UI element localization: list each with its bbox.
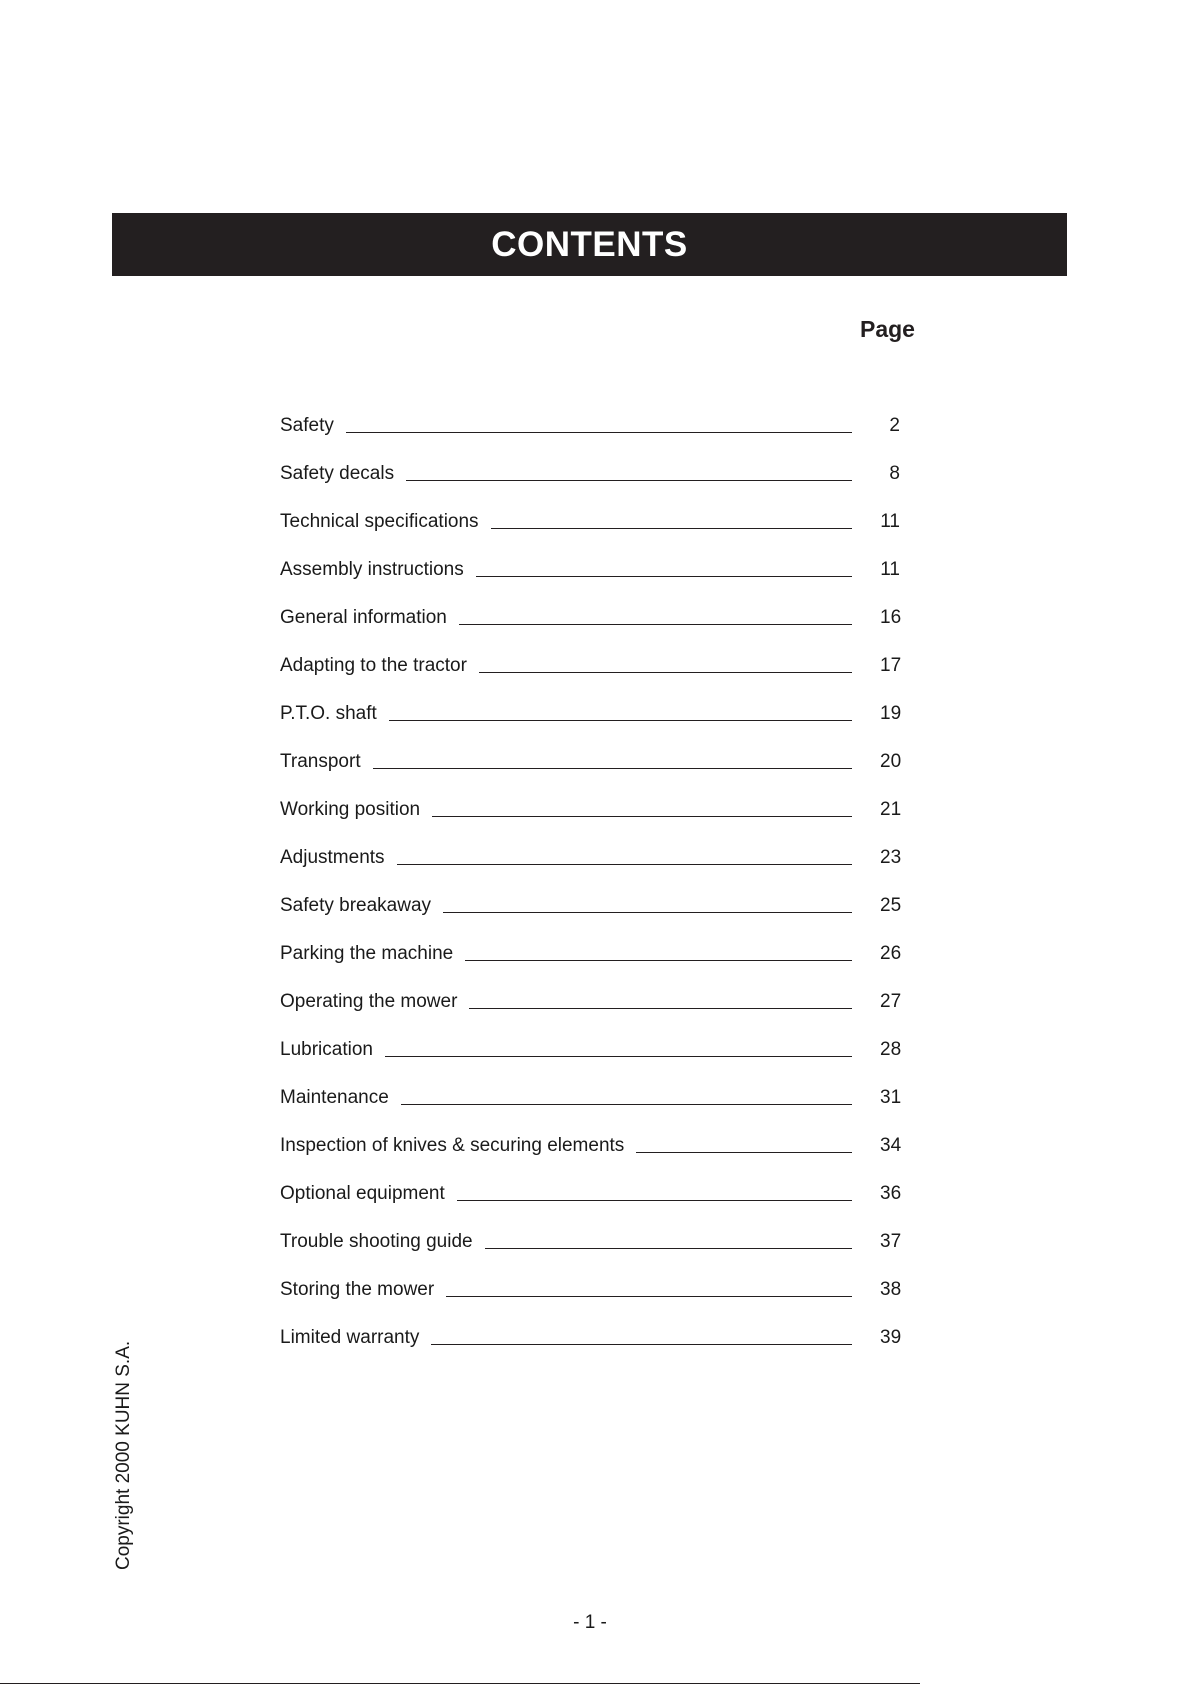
- bottom-rule: [0, 1683, 920, 1684]
- toc-entry-page: 34: [880, 1135, 902, 1156]
- toc-entry-label: Working position: [280, 799, 421, 820]
- toc-entry[interactable]: [280, 966, 900, 1014]
- toc-entry[interactable]: [280, 630, 900, 678]
- toc-entry-page: 27: [880, 991, 902, 1012]
- toc-leader-line: [346, 432, 852, 433]
- toc-leader-line: [397, 864, 852, 865]
- page-title: CONTENTS: [491, 224, 688, 264]
- toc-entry-page: 39: [880, 1327, 902, 1348]
- toc-entry-page: 31: [880, 1087, 902, 1108]
- toc-entry-label: Transport: [280, 751, 361, 772]
- page-number: - 1 -: [573, 1612, 607, 1633]
- toc-entry-page: 21: [880, 799, 902, 820]
- toc-entry-label: Trouble shooting guide: [280, 1231, 473, 1252]
- table-of-contents: [280, 390, 900, 1350]
- toc-entry-page: 28: [880, 1039, 902, 1060]
- toc-leader-line: [485, 1248, 852, 1249]
- toc-entry-label: Operating the mower: [280, 991, 458, 1012]
- toc-entry[interactable]: [280, 1062, 900, 1110]
- toc-entry-page: 26: [880, 943, 902, 964]
- toc-entry-page: 37: [880, 1231, 902, 1252]
- toc-entry-label: Safety: [280, 415, 334, 436]
- page-column-header: Page: [860, 316, 915, 342]
- toc-entry[interactable]: [280, 390, 900, 438]
- toc-entry-label: Lubrication: [280, 1039, 373, 1060]
- toc-leader-line: [443, 912, 852, 913]
- toc-entry-label: P.T.O. shaft: [280, 703, 377, 724]
- toc-entry[interactable]: [280, 870, 900, 918]
- toc-entry[interactable]: [280, 1254, 900, 1302]
- toc-entry[interactable]: [280, 1206, 900, 1254]
- toc-entry[interactable]: [280, 1158, 900, 1206]
- copyright-notice: Copyright 2000 KUHN S.A.: [113, 1340, 134, 1570]
- toc-leader-line: [373, 768, 852, 769]
- toc-entry-page: 2: [889, 415, 900, 436]
- toc-entry[interactable]: [280, 534, 900, 582]
- toc-entry-label: General information: [280, 607, 447, 628]
- toc-entry[interactable]: [280, 726, 900, 774]
- contents-title-bar: [112, 213, 1067, 276]
- toc-entry[interactable]: [280, 1302, 900, 1350]
- toc-entry[interactable]: [280, 822, 900, 870]
- toc-entry-label: Adjustments: [280, 847, 385, 868]
- toc-leader-line: [401, 1104, 852, 1105]
- toc-entry[interactable]: [280, 438, 900, 486]
- toc-entry-label: Safety breakaway: [280, 895, 432, 916]
- toc-entry-label: Technical specifications: [280, 511, 479, 532]
- toc-entry-label: Safety decals: [280, 463, 395, 484]
- toc-entry-page: 23: [880, 847, 902, 868]
- toc-entry[interactable]: [280, 1110, 900, 1158]
- toc-entry-page: 19: [880, 703, 902, 724]
- toc-entry-label: Parking the machine: [280, 943, 454, 964]
- toc-entry[interactable]: [280, 678, 900, 726]
- toc-entry-page: 17: [880, 655, 902, 676]
- toc-entry-page: 16: [880, 607, 902, 628]
- toc-leader-line: [457, 1200, 852, 1201]
- toc-leader-line: [385, 1056, 852, 1057]
- toc-leader-line: [476, 576, 852, 577]
- toc-entry-label: Optional equipment: [280, 1183, 445, 1204]
- toc-entry-label: Storing the mower: [280, 1279, 435, 1300]
- toc-leader-line: [459, 624, 852, 625]
- toc-entry-page: 20: [880, 751, 902, 772]
- toc-entry-label: Inspection of knives & securing elements: [280, 1135, 625, 1156]
- toc-entry-label: Adapting to the tractor: [280, 655, 467, 676]
- toc-entry[interactable]: [280, 486, 900, 534]
- toc-entry[interactable]: [280, 774, 900, 822]
- toc-entry-page: 36: [880, 1183, 902, 1204]
- toc-entry[interactable]: [280, 918, 900, 966]
- toc-leader-line: [636, 1152, 852, 1153]
- toc-entry-label: Limited warranty: [280, 1327, 420, 1348]
- toc-leader-line: [389, 720, 852, 721]
- toc-entry-page: 25: [880, 895, 902, 916]
- toc-leader-line: [479, 672, 852, 673]
- toc-entry-page: 8: [889, 463, 900, 484]
- toc-entry-label: Maintenance: [280, 1087, 389, 1108]
- toc-leader-line: [431, 1344, 852, 1345]
- toc-entry-page: 11: [880, 559, 900, 580]
- toc-entry[interactable]: [280, 1014, 900, 1062]
- toc-entry[interactable]: [280, 582, 900, 630]
- toc-leader-line: [432, 816, 852, 817]
- toc-leader-line: [406, 480, 852, 481]
- toc-entry-label: Assembly instructions: [280, 559, 464, 580]
- toc-leader-line: [465, 960, 852, 961]
- toc-entry-page: 11: [880, 511, 900, 532]
- toc-leader-line: [469, 1008, 852, 1009]
- toc-entry-page: 38: [880, 1279, 902, 1300]
- toc-leader-line: [491, 528, 852, 529]
- toc-leader-line: [446, 1296, 852, 1297]
